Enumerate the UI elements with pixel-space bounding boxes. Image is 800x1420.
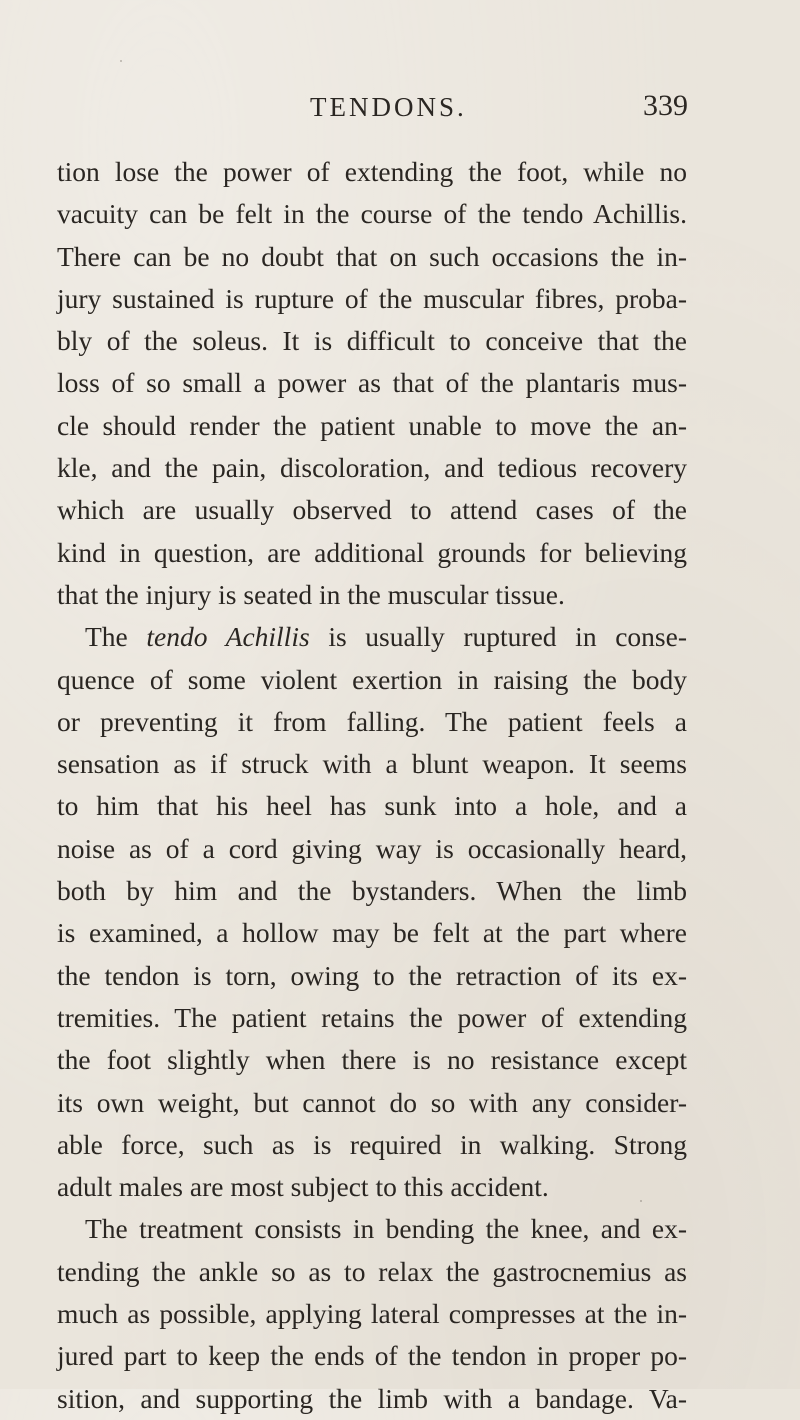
- text-line: tion lose the power of extending the foot, while no: [57, 156, 687, 187]
- text-line: loss of so small a power as that of the plantaris mus-: [57, 367, 687, 399]
- paragraph: [57, 1208, 687, 1419]
- text-line: jury sustained is rupture of the muscular fibres, proba-: [57, 282, 687, 314]
- text-line: noise as of a cord giving way is occasionally heard,: [57, 832, 687, 864]
- paper-speck: [640, 1200, 642, 1202]
- text-line: is examined, a hollow may be felt at the part where: [57, 917, 687, 949]
- text-line: able force, such as is required in walking. Strong: [57, 1128, 687, 1160]
- text-line: The treatment consists in bending the knee, and ex-: [85, 1213, 687, 1245]
- text-line: which are usually observed to attend cases of the: [57, 494, 687, 526]
- paper-speck: [300, 1320, 302, 1322]
- text-line: the tendon is torn, owing to the retraction of its ex-: [57, 959, 687, 991]
- text-line: both by him and the bystanders. When the limb: [57, 875, 687, 907]
- body-text: [57, 151, 687, 1420]
- text-line: The tendo Achillis is usually ruptured in conse-: [85, 621, 687, 653]
- text-line: kind in question, are additional grounds for believing: [57, 536, 687, 568]
- text-line: bly of the soleus. It is difficult to conceive that the: [57, 325, 687, 357]
- page-number: 339: [643, 89, 688, 122]
- text-line: sensation as if struck with a blunt weapon. It seems: [57, 748, 687, 780]
- text-line: the foot slightly when there is no resistance except: [57, 1044, 687, 1076]
- text-line: cle should render the patient unable to move the an-: [57, 409, 687, 441]
- text-line: There can be no doubt that on such occasions the in-: [57, 240, 687, 272]
- text-line: kle, and the pain, discoloration, and tedious recovery: [57, 452, 687, 484]
- text-line: tremities. The patient retains the power of extending: [57, 1001, 687, 1033]
- text-line: much as possible, applying lateral compresses at the in-: [57, 1298, 687, 1330]
- text-line: tending the ankle so as to relax the gastrocnemius as: [57, 1255, 687, 1287]
- text-line: quence of some violent exertion in raising the body: [57, 663, 687, 695]
- text-line: that the injury is seated in the muscular tissue.: [57, 578, 565, 610]
- text-line: adult males are most subject to this accident.: [57, 1171, 549, 1203]
- paragraph: [57, 616, 687, 1208]
- text-line: its own weight, but cannot do so with any consider-: [57, 1086, 687, 1118]
- running-title: TENDONS.: [310, 92, 467, 122]
- paragraph: [57, 151, 687, 616]
- text-line: to him that his heel has sunk into a hole, and a: [57, 790, 687, 822]
- running-head: [270, 89, 700, 132]
- text-line: or preventing it from falling. The patient feels a: [57, 705, 687, 737]
- italic-term: tendo Achillis: [146, 621, 310, 653]
- text-line: jured part to keep the ends of the tendon in proper po-: [57, 1340, 687, 1372]
- paper-speck: [120, 60, 122, 62]
- text-line: vacuity can be felt in the course of the tendo Achillis.: [57, 198, 687, 230]
- text-line: sition, and supporting the limb with a bandage. Va-: [57, 1382, 687, 1414]
